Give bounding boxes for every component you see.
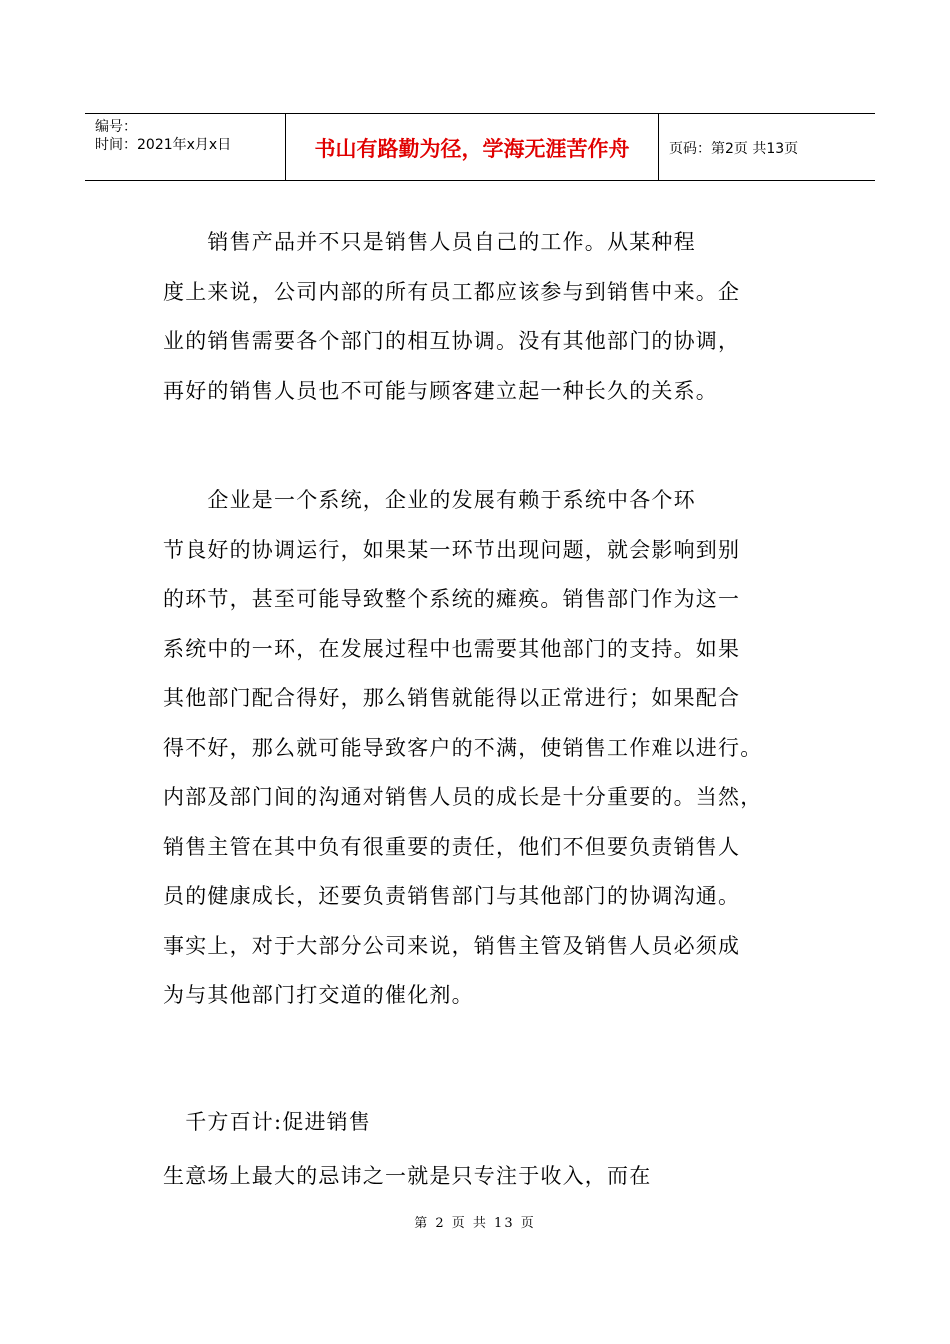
document-number-label: 编号： xyxy=(95,119,137,135)
text-line: 生意场上最大的忌讳之一就是只专注于收入，而在 xyxy=(163,1164,652,1188)
text-line: 员的健康成长，还要负责销售部门与其他部门的协调沟通。 xyxy=(163,884,741,908)
paragraph-1 xyxy=(163,218,803,416)
text-line: 为与其他部门打交道的催化剂。 xyxy=(163,983,474,1007)
text-line: 再好的销售人员也不可能与顾客建立起一种长久的关系。 xyxy=(163,378,718,403)
text-line: 系统中的一环，在发展过程中也需要其他部门的支持。如果 xyxy=(163,636,741,661)
paragraph-2 xyxy=(163,476,803,1021)
document-time-label: 时间：2021年x月x日 xyxy=(95,137,232,153)
text-line: 得不好，那么就可能导致客户的不满，使销售工作难以进行。 xyxy=(163,735,763,760)
text-line: 业的销售需要各个部门的相互协调。没有其他部门的协调， xyxy=(163,329,741,353)
text-line: 销售产品并不只是销售人员自己的工作。从某种程 xyxy=(163,230,696,254)
text-line: 的环节，甚至可能导致整个系统的瘫痪。销售部门作为这一 xyxy=(163,587,741,611)
header-page-info: 页码：第2页 共13页 xyxy=(669,140,799,157)
text-line: 企业是一个系统，企业的发展有赖于系统中各个环 xyxy=(163,488,696,512)
text-line: 度上来说，公司内部的所有员工都应该参与到销售中来。企 xyxy=(163,279,741,304)
header-meta xyxy=(95,118,231,154)
page-footer: 第 2 页 共 13 页 xyxy=(414,1216,536,1231)
page-header xyxy=(85,113,875,181)
text-line: 销售主管在其中负有很重要的责任，他们不但要负责销售人 xyxy=(163,834,741,859)
paragraph-3 xyxy=(163,1152,803,1202)
heading-line: 千方百计:促进销售 xyxy=(163,1110,372,1134)
section-heading xyxy=(163,1098,803,1148)
text-line: 事实上，对于大部分公司来说，销售主管及销售人员必须成 xyxy=(163,933,741,958)
text-line: 节良好的协调运行，如果某一环节出现问题，就会影响到别 xyxy=(163,537,741,562)
text-line: 内部及部门间的沟通对销售人员的成长是十分重要的。当然， xyxy=(163,785,763,809)
text-line: 其他部门配合得好，那么销售就能得以正常进行；如果配合 xyxy=(163,686,741,710)
header-motto: 书山有路勤为径，学海无涯苦作舟 xyxy=(285,114,659,181)
